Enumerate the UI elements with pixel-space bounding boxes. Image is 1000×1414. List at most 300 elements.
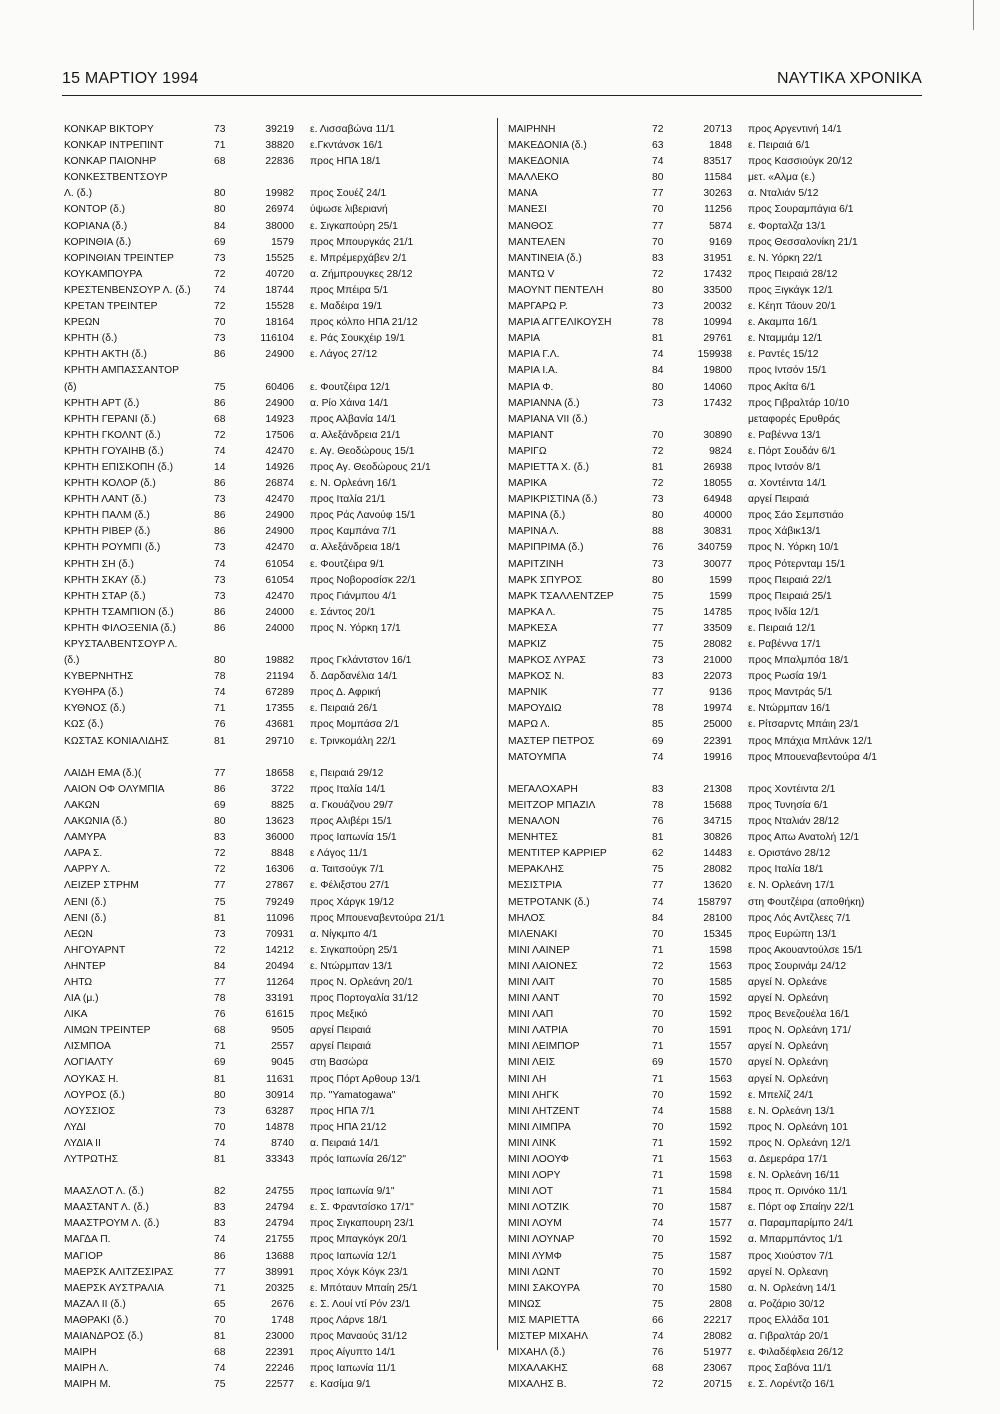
build-year: 69 <box>652 1057 664 1069</box>
ship-name: ΜΙΝΙ ΛΗΓΚ <box>508 1089 559 1101</box>
tonnage: 2557 <box>271 1041 294 1053</box>
tonnage: 38991 <box>265 1266 294 1278</box>
ship-name: ΜΑΡΙΑ <box>508 333 541 345</box>
build-year: 75 <box>214 896 226 908</box>
location: ε. Ν. Ορλεάνη 16/11 <box>748 1170 840 1182</box>
ship-row <box>508 1281 933 1297</box>
ship-name: ΚΡΗΤΗ ΓΚΟΛΝΤ (δ.) <box>64 429 161 441</box>
build-year: 73 <box>652 655 664 667</box>
tonnage: 19982 <box>265 188 294 200</box>
ship-row <box>64 846 492 862</box>
build-year: 81 <box>652 333 664 345</box>
ship-name: ΜΙΝΙ ΛΥΜΦ <box>508 1250 562 1262</box>
ship-name: ΜΙΝΙ ΛΩΝΤ <box>508 1266 561 1278</box>
location: ε. Κέηπ Τάουν 20/1 <box>748 301 836 313</box>
ship-name: (δ) <box>64 381 77 393</box>
ship-name: ΜΙΛΕΝΑΚΙ <box>508 928 558 940</box>
ship-row <box>508 508 933 524</box>
tonnage: 1592 <box>709 1089 732 1101</box>
ship-name: (δ.) <box>64 655 80 667</box>
location: προς Ιντσόν 15/1 <box>748 365 827 377</box>
ship-row <box>508 830 933 846</box>
location: ε. Ν. Ορλεάνη 16/1 <box>310 478 397 490</box>
location: προς Μαναούς 31/12 <box>310 1331 408 1343</box>
ship-row <box>508 589 933 605</box>
build-year: 76 <box>652 1347 664 1359</box>
tonnage: 42470 <box>265 445 294 457</box>
build-year: 78 <box>214 993 226 1005</box>
ship-name: ΜΙΝΙ ΛΙΝΚ <box>508 1137 557 1149</box>
tonnage: 23000 <box>265 1331 294 1343</box>
tonnage: 1848 <box>709 140 732 152</box>
location: αργεί Πειραιά <box>310 1025 372 1037</box>
ship-name: ΛΕΙΖΕΡ ΣΤΡΗΜ <box>64 880 139 892</box>
build-year: 74 <box>214 284 226 296</box>
ship-name: ΛΙΚΑ <box>64 1009 88 1021</box>
tonnage: 40720 <box>265 268 294 280</box>
location: ύψωσε λιβεριανή <box>310 204 388 216</box>
build-year: 84 <box>652 912 664 924</box>
build-year: 72 <box>652 478 664 490</box>
ship-name: ΛΥΤΡΩΤΗΣ <box>64 1154 118 1165</box>
ship-row <box>64 1055 492 1071</box>
location: προς Σάο Σεμπστιάο <box>748 510 844 522</box>
location: ε. Τρινκομάλη 22/1 <box>310 735 397 747</box>
build-year: 68 <box>214 413 226 425</box>
build-year: 81 <box>214 1073 226 1085</box>
ship-name: ΜΑΝΤΙΝΕΙΑ (δ.) <box>508 252 582 264</box>
location: προς Πορτογαλία 31/12 <box>310 993 419 1005</box>
tonnage: 31951 <box>703 252 732 264</box>
build-year: 74 <box>652 751 664 763</box>
build-year: 70 <box>214 1121 226 1133</box>
ship-row <box>64 476 492 492</box>
ship-row <box>508 363 933 379</box>
tonnage: 1598 <box>709 1170 732 1182</box>
tonnage: 42470 <box>265 542 294 554</box>
location: προς Χάβικ13/1 <box>748 526 821 538</box>
build-year: 71 <box>652 1154 664 1165</box>
ship-row <box>64 331 492 347</box>
location: ε. Ρίτσαρντς Μπάιη 23/1 <box>748 719 859 731</box>
ship-name: ΜΕΙΤΖΟΡ ΜΠΑΖΙΛ <box>508 799 596 811</box>
ship-name: ΚΡΗΤΗ ΑΜΠΑΣΣΑΝΤΟΡ <box>64 365 179 377</box>
location: ε. Ραβέννα 13/1 <box>748 429 821 441</box>
tonnage: 1592 <box>709 1009 732 1021</box>
tonnage: 1587 <box>709 1202 732 1214</box>
location: α. Μπαρμπάντος 1/1 <box>748 1234 843 1246</box>
tonnage: 11096 <box>266 912 294 924</box>
tonnage: 63287 <box>265 1105 294 1117</box>
ship-row <box>64 1168 492 1184</box>
ship-row <box>64 669 492 685</box>
ship-name: ΚΡΗΤΗ ΑΡΤ (δ.) <box>64 397 140 409</box>
ship-name: ΜΑΝΤΕΛΕΝ <box>508 236 566 248</box>
ship-row <box>508 138 933 154</box>
tonnage: 51977 <box>703 1347 732 1359</box>
location: προς Ιαπωνία 12/1 <box>310 1250 397 1262</box>
location: προς Αγ. Θεοδώρους 21/1 <box>310 461 431 473</box>
ship-name: ΚΡΕΣΤΕΝΒΕΝΣΟΥΡ Λ. (δ.) <box>64 284 191 296</box>
ship-name: ΚΥΒΕΡΝΗΤΗΣ <box>64 671 134 683</box>
location: προς Ν. Υόρκη 17/1 <box>310 622 401 634</box>
location: ε. Ν. Ορλεάνη 13/1 <box>748 1105 835 1117</box>
location: ε. Μπελίζ 24/1 <box>748 1089 814 1101</box>
ship-name: ΛΥΔΙ <box>64 1121 86 1133</box>
tonnage: 39219 <box>265 124 294 135</box>
tonnage: 40000 <box>703 510 732 522</box>
ship-row <box>508 1168 933 1184</box>
build-year: 70 <box>652 976 664 988</box>
ship-row <box>508 1329 933 1345</box>
location: προς Δ. Αφρική <box>310 687 381 699</box>
build-year: 71 <box>214 1282 226 1294</box>
ship-row <box>64 1216 492 1232</box>
build-year: 74 <box>652 1331 664 1343</box>
build-year: 72 <box>652 1379 664 1391</box>
build-year: 74 <box>214 1137 226 1149</box>
ship-row <box>508 122 933 138</box>
location: προς Χάργκ 19/12 <box>310 896 395 908</box>
build-year: 77 <box>214 976 226 988</box>
build-year: 74 <box>652 156 664 168</box>
tonnage: 5874 <box>709 220 732 232</box>
tonnage: 20713 <box>703 124 732 135</box>
build-year: 70 <box>652 1234 664 1246</box>
tonnage: 9505 <box>271 1025 294 1037</box>
ship-row <box>64 347 492 363</box>
ship-name: ΜΑΡΚΟΣ Ν. <box>508 671 565 683</box>
location: αργεί Ν. Ορλεάνη <box>748 1057 829 1069</box>
ship-row <box>508 766 933 782</box>
tonnage: 16306 <box>265 864 294 876</box>
tonnage: 17432 <box>703 268 732 280</box>
tonnage: 61054 <box>265 574 294 586</box>
build-year: 73 <box>652 558 664 570</box>
ship-name: ΚΟΝΚΑΡ ΠΑΙΟΝΗΡ <box>64 156 157 168</box>
location: α. Ζήμπρουγκες 28/12 <box>310 268 413 280</box>
tonnage: 1584 <box>709 1186 732 1198</box>
location: προς Κασσιούγκ 20/12 <box>748 156 853 168</box>
ship-name: ΜΑΑΣΤΑΝΤ Λ. (δ.) <box>64 1202 149 1214</box>
ship-row <box>64 1039 492 1055</box>
ship-name: ΚΟΝΚΑΡ ΙΝΤΡΕΠΙΝΤ <box>64 140 164 152</box>
build-year: 74 <box>652 349 664 361</box>
build-year: 70 <box>652 1009 664 1021</box>
ship-name: ΜΙΝΙ ΛΑΙΝΕΡ <box>508 944 570 956</box>
build-year: 77 <box>652 880 664 892</box>
location: αργεί Πειραιά <box>310 1041 372 1053</box>
tonnage: 18658 <box>265 767 294 779</box>
build-year: 71 <box>652 1073 664 1085</box>
build-year: 68 <box>214 1347 226 1359</box>
tonnage: 22577 <box>265 1379 294 1391</box>
build-year: 72 <box>652 445 664 457</box>
ship-row <box>64 943 492 959</box>
tonnage: 1592 <box>709 1121 732 1133</box>
location: ε. Μπρέμερχάβεν 2/1 <box>310 252 407 264</box>
ship-row <box>64 540 492 556</box>
ship-name: ΜΑΟΥΝΤ ΠΕΝΤΕΛΗ <box>508 284 604 296</box>
build-year: 85 <box>652 719 664 731</box>
tonnage: 27867 <box>265 880 294 892</box>
location: προς ΗΠΑ 21/12 <box>310 1121 387 1133</box>
tonnage: 34715 <box>703 816 732 828</box>
build-year: 72 <box>652 960 664 972</box>
location: ε, Πειραιά 29/12 <box>310 767 384 779</box>
ship-row <box>508 267 933 283</box>
ship-row <box>64 1377 492 1393</box>
build-year: 77 <box>214 880 226 892</box>
ship-row <box>64 251 492 267</box>
tonnage: 19882 <box>265 655 294 667</box>
location: ε. Ακαμπα 16/1 <box>748 317 818 329</box>
ship-row <box>64 170 492 186</box>
ship-name: ΜΑΘΡΑΚΙ (δ.) <box>64 1314 129 1326</box>
location: προς Ιταλία 14/1 <box>310 783 386 795</box>
build-year: 70 <box>652 1121 664 1133</box>
tonnage: 9824 <box>709 445 732 457</box>
tonnage: 1577 <box>709 1218 732 1230</box>
location: ε. Σάντος 20/1 <box>310 606 376 618</box>
tonnage: 30263 <box>703 188 732 200</box>
ship-name: ΜΙΝΙ ΛΕΙΜΠΟΡ <box>508 1041 580 1053</box>
tonnage: 2808 <box>709 1298 732 1310</box>
ship-name: ΜΕΝΗΤΕΣ <box>508 832 558 844</box>
location: προς Πόρτ Αρθουρ 13/1 <box>310 1073 421 1085</box>
ship-name: ΚΡΕΤΑΝ ΤΡΕΙΝΤΕΡ <box>64 301 158 313</box>
ship-name: ΜΑΡΙΝΑ (δ.) <box>508 510 566 522</box>
location: ε. Λισσαβώνα 11/1 <box>310 124 395 135</box>
tonnage: 24755 <box>265 1186 294 1198</box>
location: προς Μομπάσα 2/1 <box>310 719 400 731</box>
tonnage: 1591 <box>709 1025 732 1037</box>
ship-row <box>508 1104 933 1120</box>
build-year: 76 <box>214 1009 226 1021</box>
ship-row <box>508 1361 933 1377</box>
location: μετ. «Αλμα (ε.) <box>748 172 816 184</box>
location: α. Αλεξάνδρεια 21/1 <box>310 429 401 441</box>
location: ε. Φιλαδέφλεια 26/12 <box>748 1347 844 1359</box>
location: α. Παραμπαρίμπο 24/1 <box>748 1218 854 1230</box>
tonnage: 1563 <box>709 1073 732 1085</box>
ship-name: ΚΩΣΤΑΣ ΚΟΝΙΑΛΙΔΗΣ <box>64 735 169 747</box>
build-year: 72 <box>214 944 226 956</box>
ship-name: ΜΙΝΙ ΛΟΤΖΙΚ <box>508 1202 570 1214</box>
ship-name: ΜΑΡΙΓΩ <box>508 445 547 457</box>
right-column <box>508 122 933 1393</box>
ship-name: ΜΑΡΙΑΝΤ <box>508 429 554 441</box>
ship-name: ΜΑΙΡΗΝΗ <box>508 124 556 135</box>
location: προς Ν. Ορλεάνη 101 <box>748 1121 848 1133</box>
tonnage: 11584 <box>704 172 732 184</box>
ship-row <box>508 653 933 669</box>
ship-name: ΜΕΣΙΣΤΡΙΑ <box>508 880 562 892</box>
build-year: 83 <box>214 832 226 844</box>
build-year: 82 <box>214 1186 226 1198</box>
tonnage: 9169 <box>709 236 732 248</box>
location: αργεί Ν. Ορλεάνη <box>748 1073 829 1085</box>
ship-name: ΛΙΑ (μ.) <box>64 993 99 1005</box>
build-year: 73 <box>214 333 226 345</box>
location: ε. Ραντές 15/12 <box>748 349 819 361</box>
build-year: 65 <box>214 1298 226 1310</box>
build-year: 69 <box>214 1057 226 1069</box>
tonnage: 24000 <box>265 606 294 618</box>
ship-name: ΜΑΡΚ ΤΣΑΛΛΕΝΤΖΕΡ <box>508 590 614 602</box>
build-year: 73 <box>652 494 664 506</box>
tonnage: 1599 <box>709 574 732 586</box>
ship-name: ΛΑΡΑ Σ. <box>64 848 103 860</box>
ship-row <box>508 202 933 218</box>
ship-row <box>508 1265 933 1281</box>
build-year: 80 <box>652 510 664 522</box>
ship-row <box>508 170 933 186</box>
ship-row <box>64 219 492 235</box>
location: ε. Πειραιά 6/1 <box>748 140 810 152</box>
ship-name: ΜΗΛΟΣ <box>508 912 546 924</box>
ship-row <box>64 573 492 589</box>
build-year: 80 <box>214 655 226 667</box>
ship-name: ΜΑΡΙΚΑ <box>508 478 547 490</box>
ship-row <box>64 138 492 154</box>
ship-name: ΛΑΚΩΝΙΑ (δ.) <box>64 816 128 828</box>
location: ε. Ραβέννα 17/1 <box>748 639 821 650</box>
location: προς Σαβόνα 11/1 <box>748 1363 832 1375</box>
tonnage: 1579 <box>271 236 294 248</box>
location: προς Γκλάντστον 16/1 <box>310 655 412 667</box>
tonnage: 30914 <box>265 1089 294 1101</box>
ship-name: ΚΟΥΚΑΜΠΟΥΡΑ <box>64 268 143 280</box>
build-year: 70 <box>214 317 226 329</box>
location: προς ΗΠΑ 18/1 <box>310 156 381 168</box>
build-year: 86 <box>214 606 226 618</box>
ship-row <box>508 975 933 991</box>
location: προς Θεσσαλονίκη 21/1 <box>748 236 858 248</box>
ship-name: ΜΙΧΑΛΗΣ Β. <box>508 1379 567 1391</box>
location: προς Σουρινάμ 24/12 <box>748 960 847 972</box>
ship-row <box>508 637 933 653</box>
ship-row <box>508 685 933 701</box>
location: ε. Πόρτ οφ Σπαίην 22/1 <box>748 1202 855 1214</box>
location: προς Ελλάδα 101 <box>748 1314 830 1326</box>
ship-row <box>64 734 492 750</box>
build-year: 80 <box>214 816 226 828</box>
tonnage: 18164 <box>265 317 294 329</box>
build-year: 73 <box>214 494 226 506</box>
ship-row <box>64 1152 492 1168</box>
ship-name: ΜΑΡΙΤΖΙΝΗ <box>508 558 564 570</box>
ship-name: ΚΡΗΤΗ ΕΠΙΣΚΟΠΗ (δ.) <box>64 461 174 473</box>
location: προς Λός Αντζλεες 7/1 <box>748 912 851 924</box>
ship-name: ΜΑΡΙΕΤΤΑ Χ. (δ.) <box>508 461 590 473</box>
tonnage: 10994 <box>703 317 732 329</box>
ship-name: ΚΡΗΤΗ ΓΟΥΑΙΗΒ (δ.) <box>64 445 164 457</box>
location: προς Ακουαντούλσε 15/1 <box>748 944 863 956</box>
location: προς Αργεντινή 14/1 <box>748 124 842 135</box>
build-year: 75 <box>652 864 664 876</box>
tonnage: 70931 <box>265 928 294 940</box>
ship-name: ΜΑΝΤΩ V <box>508 268 555 280</box>
ship-row <box>508 1297 933 1313</box>
tonnage: 67289 <box>265 687 294 699</box>
ship-row <box>508 1152 933 1168</box>
ship-row <box>64 396 492 412</box>
tonnage: 13688 <box>265 1250 294 1262</box>
location: προς Γιβραλτάρ 10/10 <box>748 397 850 409</box>
ship-name: ΜΑΓΔΑ Π. <box>64 1234 111 1246</box>
ship-row <box>64 653 492 669</box>
ship-row <box>508 492 933 508</box>
tonnage: 1580 <box>709 1282 732 1294</box>
tonnage: 9136 <box>709 687 732 699</box>
ship-name: ΚΡΗΤΗ ΑΚΤΗ (δ.) <box>64 349 147 361</box>
ship-name: ΚΡΗΤΗ ΣΚΑΥ (δ.) <box>64 574 147 586</box>
ship-row <box>64 1232 492 1248</box>
location: προς Ξιγκάγκ 12/1 <box>748 284 833 296</box>
location: α. Γκουάζνου 29/7 <box>310 799 394 811</box>
tonnage: 1587 <box>709 1250 732 1262</box>
ship-name: ΛΟΥΣΣΙΟΣ <box>64 1105 116 1117</box>
ship-row <box>508 814 933 830</box>
location: ε. Νταμμάμ 12/1 <box>748 333 823 345</box>
tonnage: 24794 <box>265 1202 294 1214</box>
ship-name: ΜΑΑΣΛΟΤ Λ. (δ.) <box>64 1186 144 1198</box>
tonnage: 33500 <box>703 284 732 296</box>
location: ε. Σ. Φραντσίσκο 17/1" <box>310 1202 414 1214</box>
location: προς Σουέζ 24/1 <box>310 188 387 200</box>
location: α. Ταιτσούγκ 7/1 <box>310 864 384 876</box>
tonnage: 19916 <box>703 751 732 763</box>
location: προς Βενεζουέλα 16/1 <box>748 1009 850 1021</box>
ship-row <box>508 895 933 911</box>
location: προς Ινδία 12/1 <box>748 606 820 618</box>
tonnage: 28082 <box>703 1331 732 1343</box>
ship-row <box>64 621 492 637</box>
build-year: 69 <box>652 735 664 747</box>
ship-row <box>64 637 492 653</box>
tonnage: 30890 <box>703 429 732 441</box>
build-year: 68 <box>652 1363 664 1375</box>
build-year: 80 <box>214 1089 226 1101</box>
location: προς Ιαπωνία 9/1" <box>310 1186 395 1198</box>
tonnage: 1563 <box>709 960 732 972</box>
ship-row <box>508 1184 933 1200</box>
ship-name: ΜΑΡΚΙΖ <box>508 639 547 650</box>
ship-name: ΛΕΝΙ (δ.) <box>64 896 107 908</box>
ship-row <box>508 1377 933 1393</box>
tonnage: 21000 <box>703 655 732 667</box>
build-year: 75 <box>214 381 226 393</box>
build-year: 81 <box>214 1331 226 1343</box>
build-year: 62 <box>652 848 664 860</box>
build-year: 74 <box>214 1363 226 1375</box>
ship-row <box>64 975 492 991</box>
tonnage: 14926 <box>265 461 294 473</box>
build-year: 81 <box>652 461 664 473</box>
ship-row <box>508 750 933 766</box>
ship-name: ΜΙΝΙ ΛΗΤΖΕΝΤ <box>508 1105 580 1117</box>
ship-name: ΜΑΡΙΑ ΑΓΓΕΛΙΚΟΥΣΗ <box>508 317 612 329</box>
ship-row <box>508 1007 933 1023</box>
location: ε. Οριστάνο 28/12 <box>748 848 831 860</box>
location: προς Σουραμπάγια 6/1 <box>748 204 854 216</box>
page-edge-mark <box>973 0 974 30</box>
ship-row <box>508 605 933 621</box>
tonnage: 21755 <box>265 1234 294 1246</box>
header-rule <box>62 95 922 96</box>
ship-row <box>64 798 492 814</box>
